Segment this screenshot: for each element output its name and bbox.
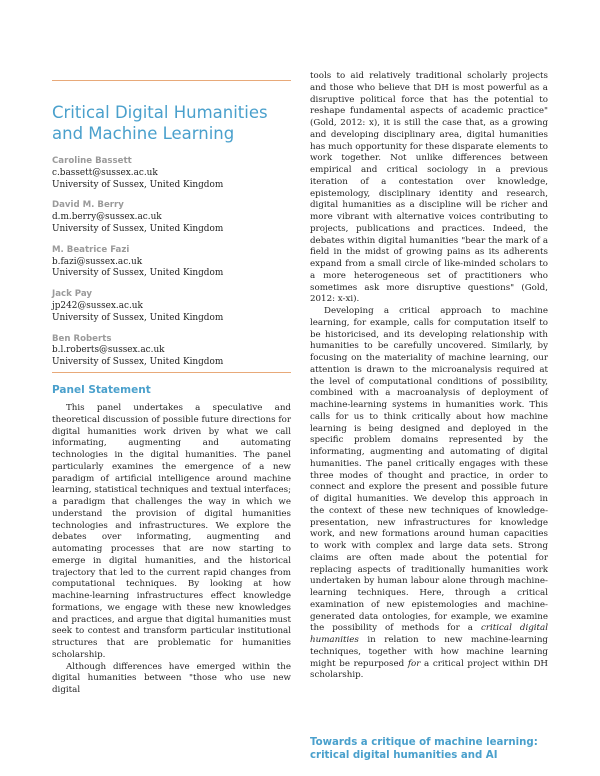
emphasized-text: critical digital humanities	[310, 623, 549, 645]
author-email: d.m.berry@sussex.ac.uk	[52, 212, 162, 223]
left-column-body	[52, 403, 291, 697]
section-rule	[52, 372, 291, 373]
section-subheading: Towards a critique of machine learning: critical digital humanities and AI	[310, 737, 538, 761]
author-block	[52, 200, 292, 235]
body-paragraph	[310, 306, 548, 682]
author-affiliation: University of Sussex, United Kingdom	[52, 223, 224, 234]
body-paragraph: Although differences have emerged within the digital humanities between "those who use new digital	[52, 661, 291, 695]
body-text: a critical project within DH scholarship.	[310, 658, 548, 681]
body-text: Developing a critical approach to machine learning, for example, calls for computation itself to be historicised, and its developing relationship with humanities to be carefully uncovered. Similarly, by focusing on the materiality of machine learning, our attention is drawn to the microanalysis required at the level of computational conditions of possibility, combined with a macroanalysis of deployment of machine-learning systems in humanities work. This calls for us to think critically about how machine learning is being designed and deployed in the specific problem domains represented by the informating, augmenting and automating of digital humanities. The panel critically engages with these three modes of thought and practice, in order to connect and explore the present and possible future of digital humanities. We develop this approach in the context of these new techniques of knowledge-presentation, new infrastructures for knowledge work, and new formations around human capacities to work with complex and large data sets. Strong claims are often made about the potential for replacing aspects of traditionally humanities work undertaken by human labour alone through machine-learning techniques. Here, through a critical examination of new epistemologies and machine-generated data ontologies, for example, we examine the possibility of methods for a	[310, 306, 548, 634]
body-paragraph: tools to aid relatively traditional scholarly projects and those who believe that DH is most powerful as a disruptive political force that has the potential to reshape fundamental aspects of academic practice" (Gold, 2012: x), it is still the case that, as a growing and developing disciplinary area, digital humanities has much opportunity for these disparate elements to work together. Not unlike differences between empirical and critical sociology in a previous iteration of a contestation over knowledge, epistemology, disciplinary identity and research, digital humanities as a discipline will be richer and more vibrant with alternative voices contributing to projects, publications and practices. Indeed, the debates within digital humanities "bear the mark of a field in the midst of growing pains as its adherents expand from a small circle of like-minded scholars to a more heterogeneous set of practitioners who sometimes ask more disruptive questions" (Gold, 2012: x-xi).	[310, 71, 548, 305]
body-text: in relation to new machine-learning techniques, together with how machine learning might be repurposed	[310, 635, 548, 669]
author-affiliation: University of Sussex, United Kingdom	[52, 312, 224, 323]
author-affiliation: University of Sussex, United Kingdom	[52, 357, 224, 368]
top-rule	[52, 80, 291, 81]
author-affiliation: University of Sussex, United Kingdom	[52, 179, 224, 190]
author-block	[52, 156, 292, 191]
author-name: M. Beatrice Fazi	[52, 244, 130, 255]
author-email: b.l.roberts@sussex.ac.uk	[52, 345, 165, 356]
author-block	[52, 289, 292, 324]
author-list	[52, 156, 292, 378]
emphasized-text: for	[407, 658, 421, 669]
author-email: c.bassett@sussex.ac.uk	[52, 167, 158, 178]
author-email: jp242@sussex.ac.uk	[52, 300, 143, 311]
author-block	[52, 334, 292, 369]
author-name: David M. Berry	[52, 200, 124, 211]
author-name: Caroline Bassett	[52, 156, 132, 166]
right-column-body	[310, 71, 548, 682]
author-affiliation: University of Sussex, United Kingdom	[52, 268, 224, 279]
body-paragraph: This panel undertakes a speculative and theoretical discussion of possible future directions for digital humanities work driven by what we call informating, augmenting and automating technologies in the digital humanities. The panel particularly examines the emergence of a new paradigm of artificial intelligence around machine learning, statistical techniques and textual interfaces; a paradigm that challenges the way in which we understand the provision of digital humanities technologies and infrastructures. We explore the debates over informating, augmenting and automating processes that are now starting to emerge in digital humanities, and the historical trajectory that led to the current rapid changes from computational techniques. By looking at how machine-learning infrastructures effect knowledge formations, we engage with these new knowledges and practices, and argue that digital humanities must seek to contest and transform particular institutional structures that are problematic for humanities scholarship.	[52, 403, 291, 660]
paper-title: Critical Digital Humanities and Machine Learning	[52, 103, 268, 143]
author-name: Ben Roberts	[52, 333, 112, 344]
author-name: Jack Pay	[52, 289, 93, 300]
author-email: b.fazi@sussex.ac.uk	[52, 256, 143, 267]
section-heading-panel-statement: Panel Statement	[52, 384, 151, 396]
author-block	[52, 245, 292, 280]
